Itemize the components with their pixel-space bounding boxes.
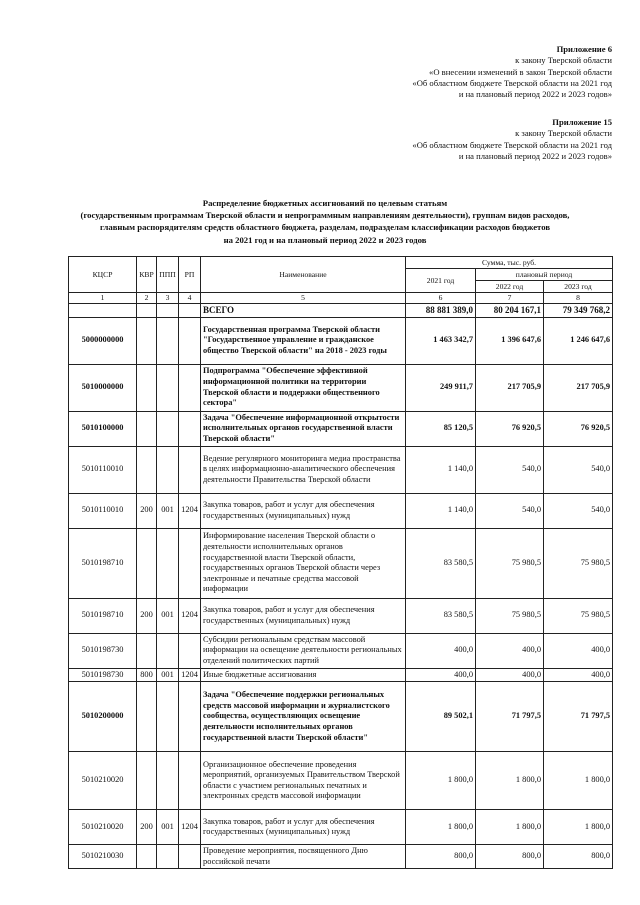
- row-kcsr: 5010198710: [69, 528, 137, 598]
- row-value-2023: 1 800,0: [544, 752, 613, 810]
- row-value-2021: 400,0: [406, 668, 476, 682]
- row-value-2023: 540,0: [544, 493, 613, 528]
- row-value-2022: 80 204 167,1: [476, 304, 544, 318]
- row-rp: 1204: [179, 493, 201, 528]
- row-value-2023: 1 800,0: [544, 810, 613, 845]
- row-kcsr: 5010210020: [69, 752, 137, 810]
- header-kcsr: КЦСР: [69, 257, 137, 293]
- row-value-2023: 75 980,5: [544, 598, 613, 633]
- row-kvr: [137, 528, 157, 598]
- row-value-2022: 75 980,5: [476, 598, 544, 633]
- row-value-2023: 76 920,5: [544, 411, 613, 446]
- row-value-2022: 800,0: [476, 845, 544, 869]
- row-value-2021: 83 580,5: [406, 528, 476, 598]
- row-rp: [179, 682, 201, 752]
- row-kvr: [137, 845, 157, 869]
- table-row: [69, 633, 613, 668]
- column-index: 8: [544, 293, 613, 304]
- table-row: [69, 411, 613, 446]
- row-ppp: [157, 446, 179, 493]
- row-kcsr: 5010000000: [69, 364, 137, 411]
- row-value-2022: 540,0: [476, 493, 544, 528]
- row-kvr: [137, 633, 157, 668]
- row-kvr: 200: [137, 810, 157, 845]
- appendix-6-line: и на плановый период 2022 и 2023 годов»: [458, 89, 612, 100]
- row-rp: [179, 304, 201, 318]
- row-value-2021: 249 911,7: [406, 364, 476, 411]
- row-value-2023: 79 349 768,2: [544, 304, 613, 318]
- header-row: [69, 257, 613, 269]
- column-index: 1: [69, 293, 137, 304]
- header-kvr: КВР: [137, 257, 157, 293]
- row-value-2021: 800,0: [406, 845, 476, 869]
- row-name: Задача "Обеспечение информационной открытости исполнительных органов государственной власти Тверской области": [201, 411, 406, 446]
- header-2021: 2021 год: [406, 269, 476, 293]
- row-kcsr: 5010198710: [69, 598, 137, 633]
- document-title: [40, 197, 610, 246]
- row-kvr: [137, 446, 157, 493]
- document-title-line: главным распорядителям средств областного бюджета, разделам, подразделам классификации расходов бюджетов: [99, 222, 551, 233]
- header-2023: 2023 год: [544, 281, 613, 293]
- row-value-2022: 76 920,5: [476, 411, 544, 446]
- row-value-2023: 800,0: [544, 845, 613, 869]
- row-kcsr: 5010100000: [69, 411, 137, 446]
- column-index: 2: [137, 293, 157, 304]
- column-index: 5: [201, 293, 406, 304]
- row-value-2022: 1 396 647,6: [476, 317, 544, 364]
- row-name: Закупка товаров, работ и услуг для обеспечения государственных (муниципальных) нужд: [201, 810, 406, 845]
- row-kvr: 200: [137, 598, 157, 633]
- row-rp: [179, 528, 201, 598]
- row-value-2022: 400,0: [476, 633, 544, 668]
- row-ppp: [157, 528, 179, 598]
- row-ppp: 001: [157, 668, 179, 682]
- row-value-2021: 89 502,1: [406, 682, 476, 752]
- appendix-6-line: «Об областном бюджете Тверской области на 2021 год: [412, 77, 612, 88]
- table-row: [69, 810, 613, 845]
- row-name: Ведение регулярного мониторинга медиа пространства в целях информационно-аналитического обеспечения деятельности Правительства Тверской области: [201, 446, 406, 493]
- row-ppp: 001: [157, 493, 179, 528]
- row-name: Информирование населения Тверской области о деятельности исполнительных органов государственной власти Тверской области, государственных органов Тверской области через электронные и печатные средства массовой информации: [201, 528, 406, 598]
- table-row: [69, 493, 613, 528]
- appendix-15-title: Приложение 15: [552, 117, 612, 127]
- row-kcsr: 5010198730: [69, 668, 137, 682]
- column-index: 7: [476, 293, 544, 304]
- row-kvr: [137, 752, 157, 810]
- row-ppp: [157, 317, 179, 364]
- row-name: Субсидии региональным средствам массовой информации на освещение деятельности региональных отделений политических партий: [201, 633, 406, 668]
- header-2022: 2022 год: [476, 281, 544, 293]
- header-planned: плановый период: [476, 269, 613, 281]
- row-value-2021: 85 120,5: [406, 411, 476, 446]
- row-rp: 1204: [179, 810, 201, 845]
- row-ppp: [157, 364, 179, 411]
- row-value-2023: 71 797,5: [544, 682, 613, 752]
- row-kvr: [137, 364, 157, 411]
- row-name: Иные бюджетные ассигнования: [201, 668, 406, 682]
- column-index-row: [69, 293, 613, 304]
- row-name: Закупка товаров, работ и услуг для обеспечения государственных (муниципальных) нужд: [201, 493, 406, 528]
- row-name: Закупка товаров, работ и услуг для обеспечения государственных (муниципальных) нужд: [201, 598, 406, 633]
- table-row: [69, 364, 613, 411]
- row-value-2023: 1 246 647,6: [544, 317, 613, 364]
- row-value-2023: 540,0: [544, 446, 613, 493]
- table-row: [69, 446, 613, 493]
- document-title-line: Распределение бюджетных ассигнований по целевым статьям: [202, 198, 448, 208]
- row-kvr: 800: [137, 668, 157, 682]
- row-kvr: 200: [137, 493, 157, 528]
- row-value-2022: 1 800,0: [476, 752, 544, 810]
- row-rp: [179, 633, 201, 668]
- table-row: [69, 752, 613, 810]
- row-ppp: [157, 304, 179, 318]
- row-kvr: [137, 682, 157, 752]
- row-ppp: [157, 633, 179, 668]
- row-ppp: [157, 752, 179, 810]
- row-value-2021: 1 463 342,7: [406, 317, 476, 364]
- row-ppp: [157, 411, 179, 446]
- row-kcsr: 5010110010: [69, 446, 137, 493]
- table-row: [69, 317, 613, 364]
- row-kcsr: 5010210030: [69, 845, 137, 869]
- header-rp: РП: [179, 257, 201, 293]
- appendix-15-block: [412, 117, 612, 162]
- row-value-2022: 71 797,5: [476, 682, 544, 752]
- table-row: [69, 682, 613, 752]
- row-ppp: 001: [157, 810, 179, 845]
- row-value-2022: 75 980,5: [476, 528, 544, 598]
- row-rp: [179, 364, 201, 411]
- row-kvr: [137, 317, 157, 364]
- table-row: [69, 845, 613, 869]
- row-rp: 1204: [179, 668, 201, 682]
- row-value-2021: 1 800,0: [406, 810, 476, 845]
- row-name: Задача "Обеспечение поддержки региональных средств массовой информации и журналистского сообщества, осуществляющих освещение деятельности исполнительных органов государственной власти Тверской области": [201, 682, 406, 752]
- row-value-2021: 83 580,5: [406, 598, 476, 633]
- row-kcsr: 5000000000: [69, 317, 137, 364]
- row-rp: [179, 752, 201, 810]
- row-name: Государственная программа Тверской области "Государственное управление и гражданское общество Тверской области" на 2018 - 2023 годы: [201, 317, 406, 364]
- row-value-2021: 1 140,0: [406, 446, 476, 493]
- row-kcsr: 5010110010: [69, 493, 137, 528]
- appendix-6-line: к закону Тверской области: [515, 55, 612, 66]
- row-value-2023: 217 705,9: [544, 364, 613, 411]
- row-rp: [179, 845, 201, 869]
- row-value-2021: 1 140,0: [406, 493, 476, 528]
- row-value-2023: 75 980,5: [544, 528, 613, 598]
- appendix-6-line: «О внесении изменений в закон Тверской области: [429, 66, 612, 77]
- row-kvr: [137, 304, 157, 318]
- row-value-2022: 1 800,0: [476, 810, 544, 845]
- row-kcsr: 5010198730: [69, 633, 137, 668]
- row-value-2022: 217 705,9: [476, 364, 544, 411]
- row-kcsr: 5010200000: [69, 682, 137, 752]
- row-value-2021: 88 881 389,0: [406, 304, 476, 318]
- row-value-2021: 1 800,0: [406, 752, 476, 810]
- row-rp: [179, 446, 201, 493]
- table-row: [69, 668, 613, 682]
- header-ppp: ППП: [157, 257, 179, 293]
- row-name: Подпрограмма "Обеспечение эффективной информационной политики на территории Тверской области и поддержки общественного сектора": [201, 364, 406, 411]
- row-name: Организационное обеспечение проведения мероприятий, организуемых Правительством Тверской области с участием региональных печатных и электронных средств массовой информации: [201, 752, 406, 810]
- row-rp: [179, 411, 201, 446]
- document-title-line: на 2021 год и на плановый период 2022 и 2023 годов: [223, 234, 427, 245]
- row-value-2021: 400,0: [406, 633, 476, 668]
- header-name: Наименование: [201, 257, 406, 293]
- appendix-15-line: и на плановый период 2022 и 2023 годов»: [458, 150, 612, 161]
- budget-table: [68, 256, 613, 869]
- column-index: 6: [406, 293, 476, 304]
- header-sum: Сумма, тыс. руб.: [406, 257, 613, 269]
- table-row: [69, 598, 613, 633]
- row-kcsr: 5010210020: [69, 810, 137, 845]
- table-row: [69, 528, 613, 598]
- budget-table-body: [69, 304, 613, 869]
- row-name: ВСЕГО: [201, 304, 406, 318]
- column-index: 4: [179, 293, 201, 304]
- row-rp: 1204: [179, 598, 201, 633]
- row-value-2022: 540,0: [476, 446, 544, 493]
- table-row: [69, 304, 613, 318]
- appendix-6-title: Приложение 6: [556, 44, 612, 54]
- document-title-line: (государственным программам Тверской области и непрограммным направлениям деятельности), группам видов расходов,: [80, 210, 570, 221]
- row-name: Проведение мероприятия, посвященного Дню российской печати: [201, 845, 406, 869]
- row-ppp: 001: [157, 598, 179, 633]
- row-ppp: [157, 682, 179, 752]
- row-kcsr: [69, 304, 137, 318]
- row-value-2023: 400,0: [544, 668, 613, 682]
- row-value-2022: 400,0: [476, 668, 544, 682]
- row-kvr: [137, 411, 157, 446]
- appendix-6-block: [412, 44, 612, 100]
- appendix-15-line: «Об областном бюджете Тверской области на 2021 год: [412, 139, 612, 150]
- row-rp: [179, 317, 201, 364]
- row-value-2023: 400,0: [544, 633, 613, 668]
- appendix-15-line: к закону Тверской области: [515, 128, 612, 139]
- row-ppp: [157, 845, 179, 869]
- column-index: 3: [157, 293, 179, 304]
